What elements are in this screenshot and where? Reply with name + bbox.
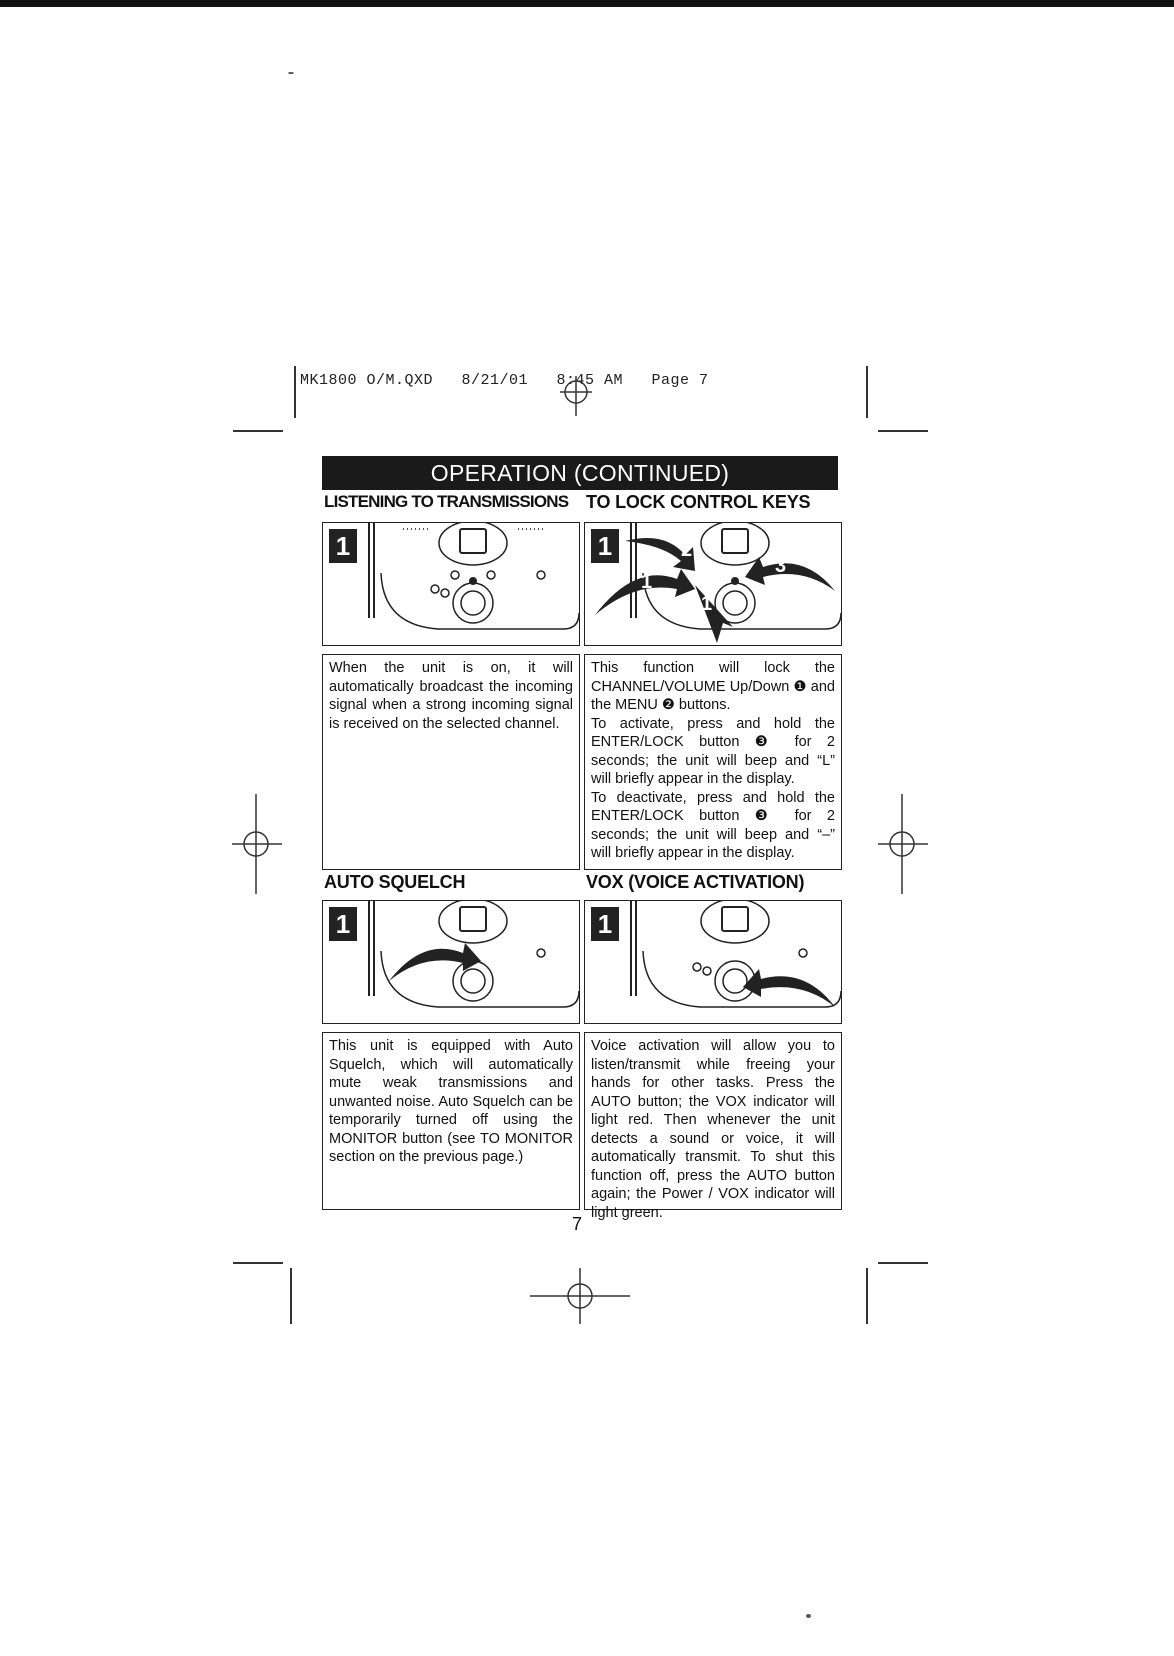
text-lock-keys: [584, 654, 842, 870]
callout-2: 2: [681, 539, 693, 561]
figure-lock-keys: [584, 522, 842, 646]
heading-listening: LISTENING TO TRANSMISSIONS: [324, 492, 569, 511]
registration-mark-top: [560, 376, 592, 416]
callout-1-left: 1: [641, 571, 653, 593]
paragraph: To activate, press and hold the ENTER/LOCK button ❸ for 2 seconds; the unit will beep and “L” will briefly appear in the display.: [591, 715, 835, 787]
crop-mark: [866, 1268, 868, 1324]
callout-3: 3: [775, 555, 787, 577]
heading-lock-keys: TO LOCK CONTROL KEYS: [586, 492, 811, 512]
figure-vox: [584, 900, 842, 1024]
figure-listening: [322, 522, 580, 646]
step-number-badge: 1: [591, 907, 619, 941]
text-vox: [584, 1032, 842, 1221]
radio-illustration: [323, 523, 579, 645]
registration-mark-right: [878, 794, 928, 894]
scan-top-edge: [0, 0, 1174, 7]
text-listening: [322, 654, 580, 870]
crop-mark: [290, 1268, 292, 1324]
heading-auto-squelch: AUTO SQUELCH: [324, 872, 466, 892]
scan-speck: [806, 1614, 811, 1618]
text-auto-squelch: [322, 1032, 580, 1210]
paragraph: This unit is equipped with Auto Squelch, which will automatically mute weak transmissions and unwanted noise. Auto Squelch can be temporarily turned off using the MONITOR button (see TO MONITOR section on the previous page.): [329, 1038, 573, 1165]
step-number-badge: 1: [329, 529, 357, 563]
page-number: 7: [572, 1214, 583, 1234]
figure-auto-squelch: [322, 900, 580, 1024]
registration-mark-left: [232, 794, 282, 894]
paragraph: To deactivate, press and hold the ENTER/LOCK button ❸ for 2 seconds; the unit will beep and “–” will briefly appear in the display.: [591, 789, 835, 861]
crop-mark: [866, 366, 868, 418]
radio-illustration: [323, 901, 579, 1023]
crop-mark: [294, 366, 296, 418]
step-number-badge: 1: [329, 907, 357, 941]
crop-mark: [878, 430, 928, 432]
heading-vox: VOX (VOICE ACTIVATION): [586, 872, 805, 892]
registration-mark-bottom: [530, 1268, 630, 1324]
radio-illustration: [585, 901, 841, 1023]
crop-mark: [233, 430, 283, 432]
paragraph: This function will lock the CHANNEL/VOLUME Up/Down ❶ and the MENU ❷ buttons.: [591, 660, 835, 713]
step-number-badge: 1: [591, 529, 619, 563]
crop-mark: [233, 1262, 283, 1264]
radio-illustration: [585, 523, 841, 645]
printer-slug: MK1800 O/M.QXD 8/21/01 8:45 AM Page 7: [300, 372, 709, 389]
page-title: OPERATION (CONTINUED): [322, 456, 838, 490]
crop-mark: [878, 1262, 928, 1264]
paragraph: Voice activation will allow you to listen/transmit while freeing your hands for other tasks. Press the AUTO button; the VOX indicator will light red. Then whenever the unit detects a sound or voice, it will automatically transmit. To shut this function off, press the AUTO button again; the Power / VOX indicator will light green.: [591, 1038, 835, 1221]
callout-1-bottom: 1: [701, 593, 713, 615]
scan-speck: [288, 72, 294, 74]
paragraph: When the unit is on, it will automatically broadcast the incoming signal when a strong incoming signal is received on the selected channel.: [329, 660, 573, 732]
